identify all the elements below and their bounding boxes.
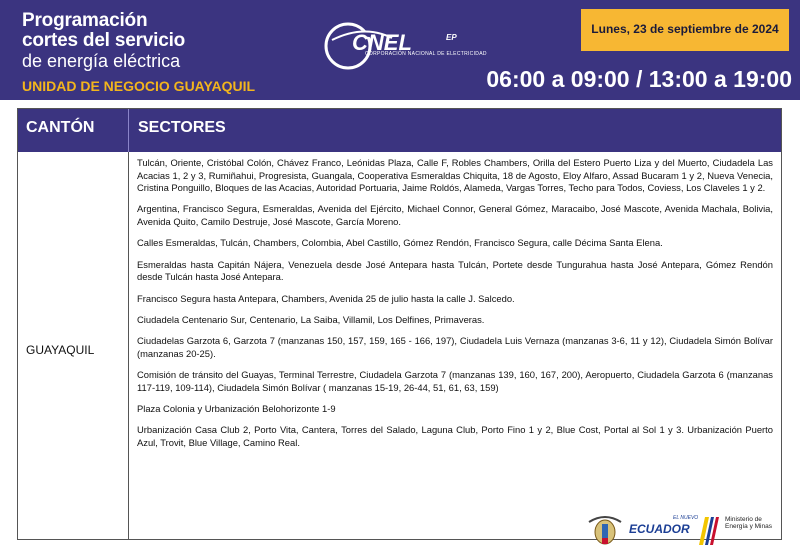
coat-of-arms-icon bbox=[585, 514, 625, 548]
sector-group: Esmeraldas hasta Capitán Nájera, Venezuela desde José Antepara hasta Tulcán, Portete desde Tungurahua hasta José Antepara, Gómez Rendón desde Tulcán hasta José Antepara. bbox=[137, 258, 773, 283]
header-divider bbox=[128, 109, 129, 152]
gov-slogan: EL NUEVO bbox=[673, 515, 699, 521]
page-title-line-2: cortes del servicio bbox=[22, 30, 186, 51]
sector-group: Argentina, Francisco Segura, Esmeraldas, Avenida del Ejército, Michael Connor, General Gómez, Maracaibo, José Mascote, Avenida Machala, Bolivia, Avenida Quito, Camilo Destruje, José Mascote, García Moreno. bbox=[137, 203, 773, 228]
sector-group: Urbanización Casa Club 2, Porto Vita, Cantera, Torres del Salado, Laguna Club, Porto Fino 1 y 2, Blue Cost, Portal al Sol 1 y 3. Urbanización Puerto Azul, Trovit, Blue Village, Camino Real. bbox=[137, 424, 773, 448]
sectors-cell bbox=[137, 157, 773, 458]
svg-text:EP: EP bbox=[446, 33, 457, 42]
page-title-line-1: Programación bbox=[22, 10, 148, 31]
page-title-line-3: de energía eléctrica bbox=[22, 51, 181, 71]
business-unit-label: UNIDAD DE NEGOCIO GUAYAQUIL bbox=[22, 78, 256, 94]
sector-group: Comisión de tránsito del Guayas, Terminal Terrestre, Ciudadela Garzota 7 (manzanas 139, 160, 167, 200), Aeropuerto, Ciudadela Garzota 6 (manzanas 117-119, 109-114), Ciudadela Simón Bolívar ( manzanas 15-19, 26-44, 51, 61, 63, 159) bbox=[137, 368, 773, 393]
logo-subtitle: CORPORACIÓN NACIONAL DE ELECTRICIDAD bbox=[365, 51, 487, 57]
canton-cell: GUAYAQUIL bbox=[26, 343, 95, 357]
cnel-logo-lettering: CNEL bbox=[352, 30, 412, 55]
outage-hours: 06:00 a 09:00 / 13:00 a 19:00 bbox=[486, 66, 792, 92]
ministry-label: Ministerio de Energía y Minas bbox=[725, 516, 772, 530]
sector-group: Ciudadela Centenario Sur, Centenario, La Saiba, Villamil, Los Delfines, Primaveras. bbox=[137, 313, 485, 325]
gov-name: ECUADOR bbox=[629, 522, 690, 536]
column-header-canton: CANTÓN bbox=[26, 119, 95, 136]
government-logos bbox=[585, 514, 790, 548]
flag-stripes-icon bbox=[697, 517, 719, 545]
header-banner bbox=[0, 0, 800, 100]
schedule-table bbox=[17, 108, 782, 540]
sector-group: Francisco Segura hasta Antepara, Chambers, Avenida 25 de julio hasta la calle J. Salcedo. bbox=[137, 292, 515, 304]
date-text: Lunes, 23 de septiembre de 2024 bbox=[591, 22, 779, 36]
table-header bbox=[18, 109, 781, 152]
column-divider bbox=[128, 152, 129, 539]
sector-group: Plaza Colonia y Urbanización Belohorizonte 1-9 bbox=[137, 402, 336, 414]
sector-group: Calles Esmeraldas, Tulcán, Chambers, Colombia, Abel Castillo, Gómez Rendón, Francisco Segura, calle Décima Santa Elena. bbox=[137, 237, 663, 249]
sector-group: Tulcán, Oriente, Cristóbal Colón, Chávez Franco, Leónidas Plaza, Calle F, Robles Chambers, Orilla del Estero Puerto Liza y del Muerto, Ciudadela Las Acacias 1, 2 y 3, Rumiñahui, Progresista, Guangala, Cooperativa Esmeraldas Chiquita, 18 de Agosto, Eloy Alfaro, Assad Bucaram 1 y 2, Nueva Venecia, Cristina Ponguillo, Bloques de las Acacias, Autoridad Portuaria, Jaime Roldós, Alameda, Vargas Torres, Techo para Todos, Coviess, Los Claveles 1 y 2. bbox=[137, 157, 773, 194]
sector-group: Ciudadelas Garzota 6, Garzota 7 (manzanas 150, 157, 159, 165 - 166, 197), Ciudadela Luis Vernaza (manzanas 3-6, 11 y 12), Ciudadela Simón Bolívar (manzanas 20-25). bbox=[137, 335, 773, 359]
column-header-sectores: SECTORES bbox=[138, 119, 226, 136]
cnel-logo bbox=[322, 18, 482, 78]
date-badge bbox=[581, 9, 789, 51]
